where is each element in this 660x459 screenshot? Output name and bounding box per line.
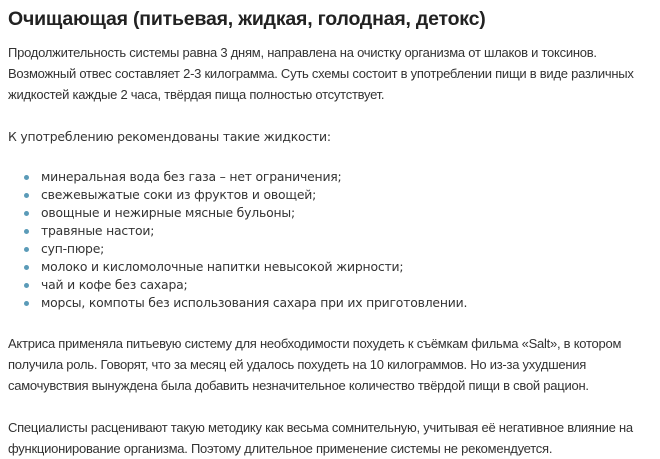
- liquids-list: [8, 168, 650, 312]
- bullet-icon: [24, 283, 29, 288]
- list-lead: К употреблению рекомендованы такие жидкости:: [8, 129, 331, 144]
- specialists-paragraph: Специалисты расценивают такую методику как весьма сомнительную, учитывая её негативное влияние на функционирование организма. Поэтому длительное применение системы не рекомендуется.: [8, 420, 633, 456]
- list-item: суп-пюре;: [20, 240, 650, 258]
- bullet-icon: [24, 247, 29, 252]
- list-item: свежевыжатые соки из фруктов и овощей;: [20, 186, 650, 204]
- list-item: минеральная вода без газа – нет ограничения;: [20, 168, 650, 186]
- list-item: чай и кофе без сахара;: [20, 276, 650, 294]
- bullet-icon: [24, 193, 29, 198]
- intro-paragraph: Продолжительность системы равна 3 дням, направлена на очистку организма от шлаков и токсинов. Возможный отвес составляет 2-3 килограмма. Суть схемы состоит в употреблении пищи в виде различных жидкостей каждые 2 часа, твёрдая пища полностью отсутствует.: [8, 45, 634, 102]
- list-item: молоко и кисломолочные напитки невысокой жирности;: [20, 258, 650, 276]
- bullet-icon: [24, 265, 29, 270]
- bullet-icon: [24, 301, 29, 306]
- bullet-icon: [24, 175, 29, 180]
- actress-paragraph: Актриса применяла питьевую систему для необходимости похудеть к съёмкам фильма «Salt», в котором получила роль. Говорят, что за месяц ей удалось похудеть на 10 килограммов. Но из-за ухудшения самочувствия вынуждена была добавить незначительное количество твёрдой пищи в свой рацион.: [8, 336, 622, 393]
- bullet-icon: [24, 229, 29, 234]
- list-item: овощные и нежирные мясные бульоны;: [20, 204, 650, 222]
- section-title: Очищающая (питьевая, жидкая, голодная, детокс): [8, 8, 486, 30]
- list-item: морсы, компоты без использования сахара при их приготовлении.: [20, 294, 650, 312]
- list-item: травяные настои;: [20, 222, 650, 240]
- bullet-icon: [24, 211, 29, 216]
